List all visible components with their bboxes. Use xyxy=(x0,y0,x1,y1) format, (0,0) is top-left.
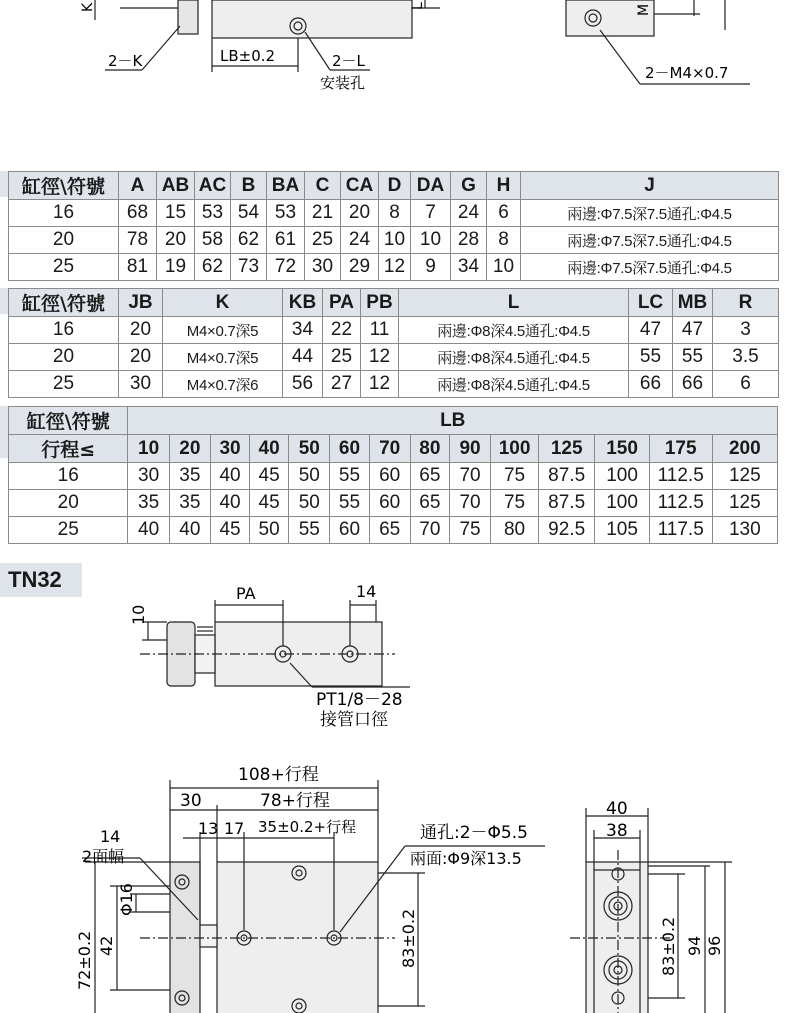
table-cell: 35 xyxy=(169,490,210,517)
table1-header-cell: DA xyxy=(411,172,451,200)
table-row xyxy=(9,517,778,544)
table-cell: 8 xyxy=(487,227,521,254)
table-cell: 29 xyxy=(341,254,379,281)
table-cell: 40 xyxy=(210,490,249,517)
table-cell: 87.5 xyxy=(538,490,594,517)
table-cell: 20 xyxy=(157,227,195,254)
table-cell: 25 xyxy=(9,371,119,398)
table3-stroke-cell: 200 xyxy=(712,435,777,463)
table2-header-cell: 缸徑\符號 xyxy=(9,289,119,317)
dimension-table-1 xyxy=(8,171,779,281)
table-cell: 兩邊:Φ8深4.5通孔:Φ4.5 xyxy=(399,317,629,344)
table-cell: 54 xyxy=(231,200,267,227)
table-cell: 20 xyxy=(119,317,163,344)
table-cell: 56 xyxy=(283,371,323,398)
table3-stroke-cell: 10 xyxy=(128,435,169,463)
table-cell: 30 xyxy=(305,254,341,281)
table-cell: 55 xyxy=(629,344,673,371)
table-cell: 125 xyxy=(712,463,777,490)
table-cell: 20 xyxy=(9,344,119,371)
table-cell: 兩邊:Φ8深4.5通孔:Φ4.5 xyxy=(399,371,629,398)
tn32-top-view xyxy=(0,575,790,735)
label-m4: 2－M4×0.7 xyxy=(645,64,729,82)
table-row xyxy=(9,227,779,254)
table2-header-cell: L xyxy=(399,289,629,317)
table-row xyxy=(9,344,779,371)
table-cell: 65 xyxy=(369,517,410,544)
table-cell: 27 xyxy=(323,371,361,398)
table-cell: 45 xyxy=(250,463,289,490)
table-cell: 20 xyxy=(9,490,128,517)
table1-header-cell: C xyxy=(305,172,341,200)
table-cell: 47 xyxy=(629,317,673,344)
dim-35: 35±0.2+行程 xyxy=(258,818,357,836)
dim-phi16: Φ16 xyxy=(117,883,136,916)
table-cell: 16 xyxy=(9,317,119,344)
dim-38: 38 xyxy=(606,821,628,841)
table1-header-cell: 缸徑\符號 xyxy=(9,172,119,200)
table3-stroke-cell: 125 xyxy=(538,435,594,463)
table-cell: 53 xyxy=(267,200,305,227)
table-cell: 44 xyxy=(283,344,323,371)
table-cell: 兩邊:Φ7.5深7.5通孔:Φ4.5 xyxy=(521,227,779,254)
dim-pa: PA xyxy=(236,584,256,603)
table-cell: 68 xyxy=(119,200,157,227)
table-cell: 55 xyxy=(330,490,369,517)
table-cell: 45 xyxy=(210,517,249,544)
dim-14-top: 14 xyxy=(356,582,377,601)
table-cell: 10 xyxy=(379,227,411,254)
table-cell: 50 xyxy=(250,517,289,544)
dim-14: 14 xyxy=(100,827,121,846)
table-cell: 72 xyxy=(267,254,305,281)
table-cell: 40 xyxy=(169,517,210,544)
table-cell: 65 xyxy=(410,463,449,490)
table2-header-cell: LC xyxy=(629,289,673,317)
table2-header-cell: R xyxy=(713,289,779,317)
table-cell: 30 xyxy=(119,371,163,398)
table2-body xyxy=(9,317,779,398)
table1-header-cell: A xyxy=(119,172,157,200)
table-cell: 117.5 xyxy=(649,517,712,544)
table-cell: 70 xyxy=(449,463,490,490)
table1-header-cell: AB xyxy=(157,172,195,200)
table-cell: 58 xyxy=(195,227,231,254)
table2-header-row xyxy=(9,289,779,317)
dim-96: 96 xyxy=(705,935,724,956)
both-sides-label: 兩面:Φ9深13.5 xyxy=(410,849,522,868)
label-2k: 2－K xyxy=(108,52,143,70)
table-cell: 6 xyxy=(487,200,521,227)
table-cell: 12 xyxy=(361,371,399,398)
table-cell: 60 xyxy=(369,463,410,490)
table-cell: 50 xyxy=(289,463,330,490)
table-cell: 9 xyxy=(411,254,451,281)
table3-lb-header: LB xyxy=(128,407,778,435)
table-cell: 112.5 xyxy=(649,463,712,490)
table1-header-cell: AC xyxy=(195,172,231,200)
port-label: PT1/8－28 xyxy=(316,690,403,710)
table3-stroke-cell: 90 xyxy=(449,435,490,463)
table-cell: 25 xyxy=(9,517,128,544)
tn32-side-view xyxy=(560,790,790,1013)
label-mount-hole: 安装孔 xyxy=(320,74,366,92)
table-cell: 10 xyxy=(487,254,521,281)
table3-stroke-cell: 80 xyxy=(410,435,449,463)
table-cell: 55 xyxy=(330,463,369,490)
table-cell: 53 xyxy=(195,200,231,227)
table-row xyxy=(9,317,779,344)
tn32-front-view xyxy=(0,760,560,1013)
table-cell: M4×0.7深5 xyxy=(163,344,283,371)
table1-header-cell: J xyxy=(521,172,779,200)
through-hole-label: 通孔:2－Φ5.5 xyxy=(420,823,528,843)
table-cell: 24 xyxy=(451,200,487,227)
table-cell: 62 xyxy=(231,227,267,254)
label-l: L xyxy=(410,2,426,10)
table2-header-cell: K xyxy=(163,289,283,317)
dim-108: 108+行程 xyxy=(238,765,319,785)
table-cell: 45 xyxy=(250,490,289,517)
table-cell: 25 xyxy=(323,344,361,371)
table-cell: 60 xyxy=(369,490,410,517)
table-cell: 24 xyxy=(341,227,379,254)
table-cell: 92.5 xyxy=(538,517,594,544)
table-cell: 66 xyxy=(629,371,673,398)
table-cell: 16 xyxy=(9,463,128,490)
table2-header-cell: PA xyxy=(323,289,361,317)
table-cell: 10 xyxy=(411,227,451,254)
table1-header-cell: B xyxy=(231,172,267,200)
table-cell: 34 xyxy=(451,254,487,281)
model-label: TN32 xyxy=(0,563,82,597)
table-cell: 25 xyxy=(9,254,119,281)
table-cell: 80 xyxy=(491,517,539,544)
table-row xyxy=(9,371,779,398)
table-cell: 兩邊:Φ7.5深7.5通孔:Φ4.5 xyxy=(521,200,779,227)
dim-30: 30 xyxy=(180,791,202,811)
table2-header-cell: KB xyxy=(283,289,323,317)
table-cell: 62 xyxy=(195,254,231,281)
table-cell: 15 xyxy=(157,200,195,227)
table-cell: 61 xyxy=(267,227,305,254)
table-cell: 22 xyxy=(323,317,361,344)
table-cell: 70 xyxy=(410,517,449,544)
table-cell: 55 xyxy=(289,517,330,544)
table1-header-row xyxy=(9,172,779,200)
table-cell: 11 xyxy=(361,317,399,344)
table-cell: 66 xyxy=(673,371,713,398)
label-lb: LB±0.2 xyxy=(220,47,276,65)
table3-stroke-row xyxy=(9,435,778,463)
table-cell: 21 xyxy=(305,200,341,227)
table3-stroke-cell: 175 xyxy=(649,435,712,463)
dim-40: 40 xyxy=(606,799,628,819)
table-cell: 75 xyxy=(449,517,490,544)
dim-10: 10 xyxy=(129,604,148,625)
table-cell: 20 xyxy=(9,227,119,254)
table-cell: 130 xyxy=(712,517,777,544)
table3-body xyxy=(9,463,778,544)
table3-bore-header: 缸徑\符號 xyxy=(9,407,128,435)
table-cell: 30 xyxy=(128,463,169,490)
table-row xyxy=(9,490,778,517)
table-row xyxy=(9,200,779,227)
table-cell: M4×0.7深5 xyxy=(163,317,283,344)
table-row xyxy=(9,254,779,281)
table-cell: 60 xyxy=(330,517,369,544)
table-cell: 75 xyxy=(491,490,539,517)
table-cell: 34 xyxy=(283,317,323,344)
table-cell: 兩邊:Φ7.5深7.5通孔:Φ4.5 xyxy=(521,254,779,281)
table-cell: 100 xyxy=(595,490,649,517)
table-cell: 19 xyxy=(157,254,195,281)
table-cell: M4×0.7深6 xyxy=(163,371,283,398)
table-cell: 100 xyxy=(595,463,649,490)
table2-header-cell: PB xyxy=(361,289,399,317)
table2-header-cell: JB xyxy=(119,289,163,317)
table3-stroke-cell: 50 xyxy=(289,435,330,463)
table1-header-cell: G xyxy=(451,172,487,200)
table-cell: 50 xyxy=(289,490,330,517)
table3-stroke-cell: 70 xyxy=(369,435,410,463)
table-cell: 87.5 xyxy=(538,463,594,490)
table-cell: 35 xyxy=(169,463,210,490)
table-cell: 105 xyxy=(595,517,649,544)
table-cell: 20 xyxy=(119,344,163,371)
table3-stroke-cell: 60 xyxy=(330,435,369,463)
table-cell: 65 xyxy=(410,490,449,517)
table-cell: 8 xyxy=(379,200,411,227)
table3-stroke-header: 行程≤ xyxy=(9,435,128,463)
dim-94: 94 xyxy=(685,935,704,956)
table-cell: 28 xyxy=(451,227,487,254)
table3-stroke-cell: 100 xyxy=(491,435,539,463)
table1-header-cell: CA xyxy=(341,172,379,200)
port-desc: 接管口徑 xyxy=(320,710,388,730)
table-cell: 12 xyxy=(361,344,399,371)
top-drawing xyxy=(0,0,790,110)
table-cell: 112.5 xyxy=(649,490,712,517)
label-2l: 2－L xyxy=(332,52,365,70)
label-2-flat: 2面幅 xyxy=(82,847,125,866)
table3-stroke-cell: 20 xyxy=(169,435,210,463)
table-cell: 35 xyxy=(128,490,169,517)
table3-stroke-cell: 150 xyxy=(595,435,649,463)
table-cell: 47 xyxy=(673,317,713,344)
stroke-table xyxy=(8,406,778,544)
table-cell: 25 xyxy=(305,227,341,254)
table-cell: 7 xyxy=(411,200,451,227)
table3-stroke-cell: 30 xyxy=(210,435,249,463)
table-cell: 70 xyxy=(449,490,490,517)
table1-header-cell: D xyxy=(379,172,411,200)
dim-13: 13 xyxy=(198,819,219,838)
table-cell: 6 xyxy=(713,371,779,398)
table-cell: 40 xyxy=(128,517,169,544)
table1-header-cell: BA xyxy=(267,172,305,200)
table-cell: 16 xyxy=(9,200,119,227)
table-cell: 75 xyxy=(491,463,539,490)
dim-83-side: 83±0.2 xyxy=(659,916,678,976)
dimension-table-2 xyxy=(8,288,779,398)
table-row xyxy=(9,463,778,490)
table3-stroke-cell: 40 xyxy=(250,435,289,463)
table-cell: 3.5 xyxy=(713,344,779,371)
table-cell: 55 xyxy=(673,344,713,371)
label-m: M xyxy=(636,3,652,16)
dim-72: 72±0.2 xyxy=(75,930,94,990)
dim-83-front: 83±0.2 xyxy=(399,908,418,968)
table1-header-cell: H xyxy=(487,172,521,200)
table-cell: 兩邊:Φ8深4.5通孔:Φ4.5 xyxy=(399,344,629,371)
table2-header-cell: MB xyxy=(673,289,713,317)
dim-17: 17 xyxy=(224,819,245,838)
table-cell: 20 xyxy=(341,200,379,227)
table-cell: 12 xyxy=(379,254,411,281)
table-cell: 40 xyxy=(210,463,249,490)
dim-78: 78+行程 xyxy=(260,791,330,811)
table1-body xyxy=(9,200,779,281)
label-k: K xyxy=(80,2,96,12)
table-cell: 3 xyxy=(713,317,779,344)
table-cell: 125 xyxy=(712,490,777,517)
table-cell: 73 xyxy=(231,254,267,281)
table-cell: 81 xyxy=(119,254,157,281)
dim-42: 42 xyxy=(97,935,116,956)
table-cell: 78 xyxy=(119,227,157,254)
